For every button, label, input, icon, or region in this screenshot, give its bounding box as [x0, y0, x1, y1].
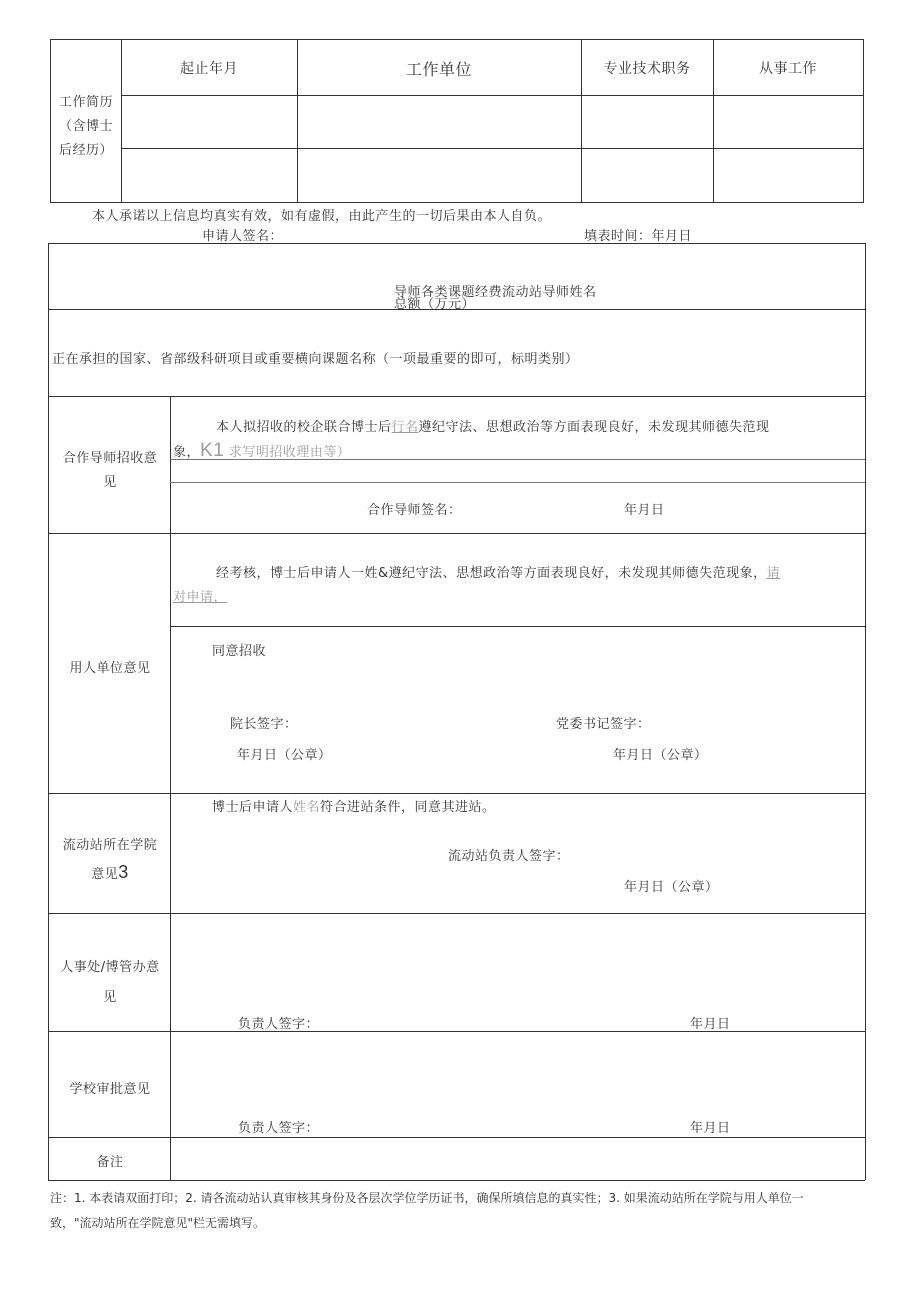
employer-review-before: 经考核，博士后申请人一姓&遵纪守法、思想政治等方面表现良好，未发现其师德失范现象， — [216, 566, 767, 581]
label-line — [52, 859, 168, 888]
hr-date: 年月日 — [690, 1017, 731, 1032]
cell-employer-2[interactable] — [298, 149, 580, 201]
cell-employer-1[interactable] — [298, 96, 580, 147]
label-line: 合作导师招收意 — [62, 451, 158, 466]
school-date: 年月日 — [690, 1121, 731, 1136]
cell-period-2[interactable] — [122, 149, 296, 201]
advisor-funding-line2: 总额（万元） — [394, 297, 476, 312]
advisor-funding-line1: 导师各类课题经费流动站导师姓名 — [394, 285, 597, 300]
cell-period-1[interactable] — [122, 96, 296, 147]
station-signature: 流动站负责人签字： — [448, 849, 570, 864]
employer-agree: 同意招收 — [212, 644, 267, 659]
footnote-line1: 注：1. 本表请双面打印；2. 请各流动站认真审核其身份及各层次学位学历证书，确保所填信息的真实性；3. 如果流动站所在学院与用人单位一 — [50, 1191, 804, 1205]
header-period: 起止年月 — [180, 61, 238, 77]
label-line: 流动站所在学院 — [62, 838, 158, 853]
research-projects-label: 正在承担的国家、省部级科研项目或重要横向课题名称（一项最重要的即可，标明类别） — [52, 352, 579, 367]
station-text-before: 博士后申请人 — [212, 800, 294, 815]
label-line: 见 — [103, 475, 117, 490]
fill-date: 填表时间：年月日 — [584, 229, 693, 244]
advisor-line2-start: 象， — [173, 445, 201, 460]
party-secretary-signature: 党委书记签字： — [556, 717, 651, 732]
dean-signature: 院长签字： — [230, 717, 298, 732]
employer-review-text — [216, 562, 780, 581]
advisor-name-placeholder[interactable]: 行名 — [391, 420, 419, 435]
row-label-line: 工作简历 — [58, 95, 113, 110]
employer-opinion-label: 用人单位意见 — [69, 661, 151, 676]
cell-work-2[interactable] — [714, 149, 862, 201]
station-text-after: 符合进站条件，同意其进站。 — [320, 800, 496, 815]
work-history-row-label — [54, 91, 118, 163]
advisor-mark: K1 — [200, 440, 225, 461]
employer-review-tail1: 请 — [766, 566, 781, 581]
station-opinion-label — [52, 833, 168, 888]
station-date: 年月日（公章） — [624, 880, 719, 895]
label-line: 人事处/博管办意 — [60, 960, 160, 975]
employer-review-tail2: 对申请， — [173, 590, 228, 605]
school-signature: 负责人签字： — [238, 1121, 320, 1136]
hr-opinion-label — [50, 953, 170, 1013]
cell-work-1[interactable] — [714, 96, 862, 147]
station-name-placeholder[interactable]: 姓名 — [293, 800, 321, 815]
advisor-text-after: 遵纪守法、思想政治等方面表现良好，未发现其师德失范现 — [418, 420, 770, 435]
remarks-label: 备注 — [96, 1155, 124, 1170]
applicant-signature: 申请人签名： — [202, 229, 284, 244]
advisor-opinion-line2 — [173, 440, 350, 462]
remarks-field[interactable] — [171, 1138, 864, 1179]
advisor-opinion-text — [216, 416, 770, 435]
label-line-text: 意见 — [91, 867, 119, 882]
advisor-opinion-label — [52, 447, 168, 495]
advisor-hint: 求写明招收理由等） — [228, 445, 351, 460]
party-secretary-date: 年月日（公章） — [613, 748, 708, 763]
hr-signature: 负责人签字： — [238, 1017, 320, 1032]
footnote-line2: 致，"流动站所在学院意见"栏无需填写。 — [50, 1216, 266, 1230]
header-title: 专业技术职务 — [603, 61, 691, 77]
school-approval-label: 学校审批意见 — [69, 1082, 151, 1097]
advisor-signature: 合作导师签名： — [367, 503, 462, 518]
row-label-line: 后经历） — [58, 143, 113, 158]
advisor-text-before: 本人拟招收的校企联合博士后 — [216, 420, 392, 435]
station-opinion-text — [212, 796, 496, 815]
pledge-statement: 本人承诺以上信息均真实有效，如有虚假，由此产生的一切后果由本人自负。 — [92, 209, 552, 224]
header-work: 从事工作 — [759, 61, 817, 77]
header-employer: 工作单位 — [405, 60, 472, 79]
dean-date: 年月日（公章） — [237, 748, 332, 763]
cell-title-2[interactable] — [582, 149, 712, 201]
row-label-line: （含博士 — [58, 119, 113, 134]
station-mark: 3 — [118, 862, 129, 882]
advisor-date: 年月日 — [624, 503, 665, 518]
cell-title-1[interactable] — [582, 96, 712, 147]
label-line: 见 — [103, 990, 117, 1005]
